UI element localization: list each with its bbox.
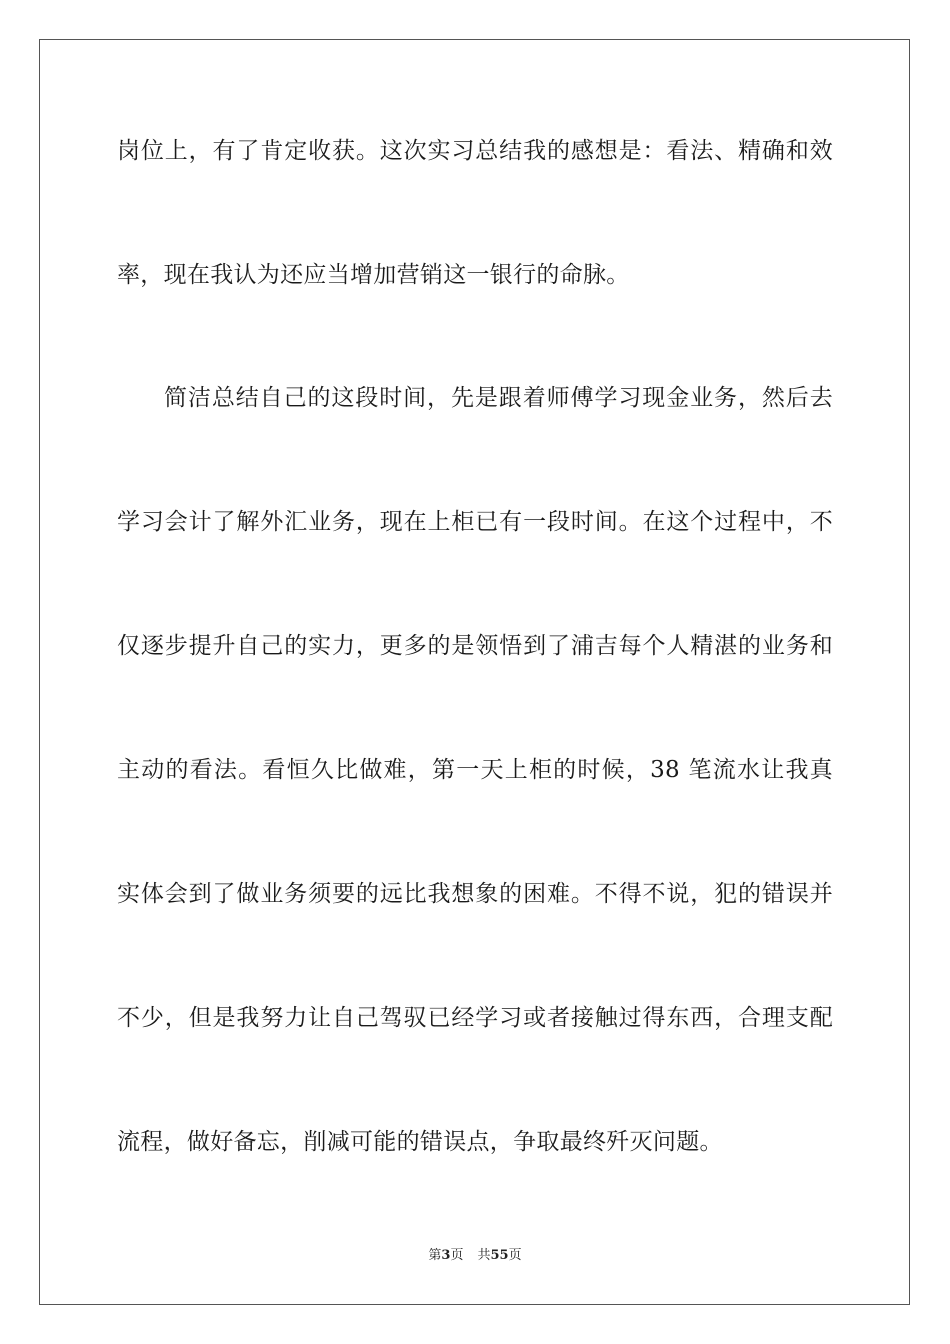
- body-line-9: 流程，做好备忘，削减可能的错误点，争取最终歼灭问题。: [117, 1129, 723, 1155]
- page-footer: [0, 1247, 950, 1265]
- body-line-3-paragraph-start: 简洁总结自己的这段时间，先是跟着师傅学习现金业务，然后去: [164, 385, 833, 411]
- total-prefix: 共: [477, 1248, 491, 1263]
- total-pages: 55: [490, 1248, 509, 1263]
- body-line-6: 主动的看法。看恒久比做难，第一天上柜的时候，38 笔流水让我真: [117, 757, 833, 783]
- body-line-7: 实体会到了做业务须要的远比我想象的困难。不得不说，犯的错误并: [117, 881, 833, 907]
- body-line-4: 学习会计了解外汇业务，现在上柜已有一段时间。在这个过程中，不: [117, 509, 833, 535]
- page-prefix: 第: [428, 1248, 442, 1263]
- body-line-8: 不少，但是我努力让自己驾驭已经学习或者接触过得东西，合理支配: [117, 1005, 833, 1031]
- body-line-1: 岗位上，有了肯定收获。这次实习总结我的感想是：看法、精确和效: [117, 138, 833, 164]
- page-number: 3: [441, 1248, 451, 1263]
- page-suffix: 页: [450, 1248, 464, 1263]
- page-border: [39, 39, 910, 1305]
- total-suffix: 页: [508, 1248, 522, 1263]
- body-line-2: 率，现在我认为还应当增加营销这一银行的命脉。: [117, 262, 630, 288]
- body-line-5: 仅逐步提升自己的实力，更多的是领悟到了浦吉每个人精湛的业务和: [117, 633, 833, 659]
